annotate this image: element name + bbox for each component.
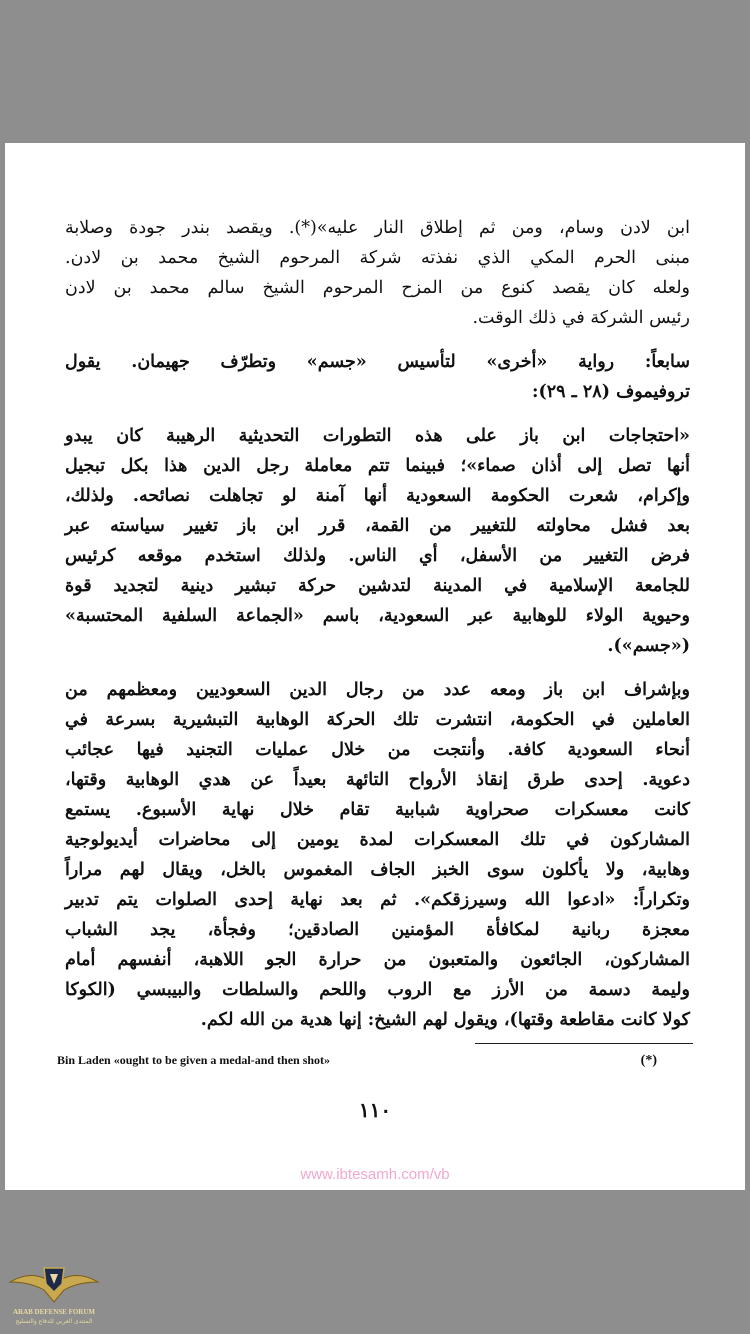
text-line: رئيس الشركة في ذلك الوقت. — [472, 308, 690, 328]
text-line: («جسم»). — [607, 636, 690, 656]
text-line: ابن لادن وسام، ومن ثم إطلاق النار عليه»(*). ويقصد بندر جودة وصلابة — [65, 218, 690, 238]
paragraph — [65, 213, 690, 333]
forum-logo-english: ARAB DEFENSE FORUM — [12, 1308, 96, 1316]
eagle-emblem-icon — [8, 1262, 100, 1308]
paragraph — [65, 347, 690, 407]
watermark-url: www.ibtesamh.com/vb — [300, 1166, 450, 1183]
book-page — [5, 143, 745, 1190]
text-line: فرض التغيير من الأسفل، أي الناس. ولذلك استخدم موقعه كرئيس — [65, 546, 690, 566]
body-text — [65, 213, 690, 1035]
text-line: كانت معسكرات صحراوية شبابية تقام خلال نهاية الأسبوع. يستمع — [65, 800, 690, 820]
text-line: أنها تصل إلى أذان صماء»؛ فبينما تتم معاملة رجل الدين هذا بكل تبجيل — [65, 456, 690, 476]
text-line: دعوية. إحدى طرق إنقاذ الأرواح التائهة بعيداً عن هدي الوهابية وقتها، — [65, 770, 690, 790]
text-line: مبنى الحرم المكي الذي نفذته شركة المرحوم الشيخ محمد بن لادن. — [65, 248, 690, 268]
text-line: وتكراراً: «ادعوا الله وسيرزقكم». ثم بعد نهاية إحدى الصلوات يتم تدبير — [65, 890, 690, 910]
text-line: وهابية، ولا يأكلون سوى الخبز الجاف المغموس بالخل، ويقال لهم مراراً — [65, 860, 690, 880]
text-line: وحيوية الولاء للوهابية عبر السعودية، باسم «الجماعة السلفية المحتسبة» — [65, 606, 690, 626]
footnote-text: Bin Laden «ought to be given a medal-and then shot» — [57, 1053, 331, 1067]
text-line: ولعله كان يقصد كنوع من المزح المرحوم الشيخ سالم محمد بن لادن — [65, 278, 690, 298]
text-line: كولا كانت مقاطعة وقتها)، ويقول لهم الشيخ: إنها هدية من الله لكم. — [200, 1010, 690, 1030]
text-line: «احتجاجات ابن باز على هذه التطورات التحديثية الرهيبة كان يبدو — [65, 426, 690, 446]
paragraph — [65, 675, 690, 1035]
footnote-divider — [475, 1043, 693, 1044]
text-line: تروفيموف (٢٨ ـ ٢٩): — [532, 382, 690, 402]
text-line: معجزة ربانية لمكافأة المؤمنين الصادقين؛ وفجأة، يجد الشباب — [65, 920, 690, 940]
text-line: وبإشراف ابن باز ومعه عدد من رجال الدين السعوديين ومعظمهم من — [65, 680, 690, 700]
page-number: ١١٠ — [358, 1098, 392, 1122]
footnote — [57, 1053, 697, 1073]
text-line: العاملين في الحكومة، انتشرت تلك الحركة الوهابية التبشيرية بسرعة في — [65, 710, 690, 730]
forum-logo — [8, 1262, 100, 1334]
paragraph-gap — [65, 661, 690, 675]
text-line: المشاركون، الجائعون والمتعبون من حرارة الجو اللاهبة، أنفسهم أمام — [65, 950, 690, 970]
paragraph-gap — [65, 407, 690, 421]
forum-logo-arabic: المنتدى العربي للدفاع والتسليح — [15, 1318, 93, 1325]
text-line: وإكرام، شعرت الحكومة السعودية أنها آمنة لو تجاهلت نصائحه. ولذلك، — [65, 486, 690, 506]
text-line: سابعاً: رواية «أخرى» لتأسيس «جسم» وتطرّف جهيمان. يقول — [65, 352, 690, 372]
text-line: وليمة دسمة من الأرز مع الروب واللحم والسلطات والبيبسي (الكوكا — [65, 980, 690, 1000]
paragraph — [65, 421, 690, 661]
text-line: أنحاء السعودية كافة. وأنتجت من خلال عمليات التجنيد فيها عجائب — [65, 740, 690, 760]
paragraph-gap — [65, 333, 690, 347]
footnote-mark: (*) — [640, 1053, 657, 1068]
text-line: للجامعة الإسلامية في المدينة لتدشين حركة تبشير دينية لتجديد قوة — [65, 576, 690, 596]
text-line: بعد فشل محاولته للتغيير من القمة، قرر ابن باز تغيير سياسته عبر — [65, 516, 690, 536]
text-line: المشاركون في تلك المعسكرات لمدة يومين إلى محاضرات أيديولوجية — [65, 830, 690, 850]
